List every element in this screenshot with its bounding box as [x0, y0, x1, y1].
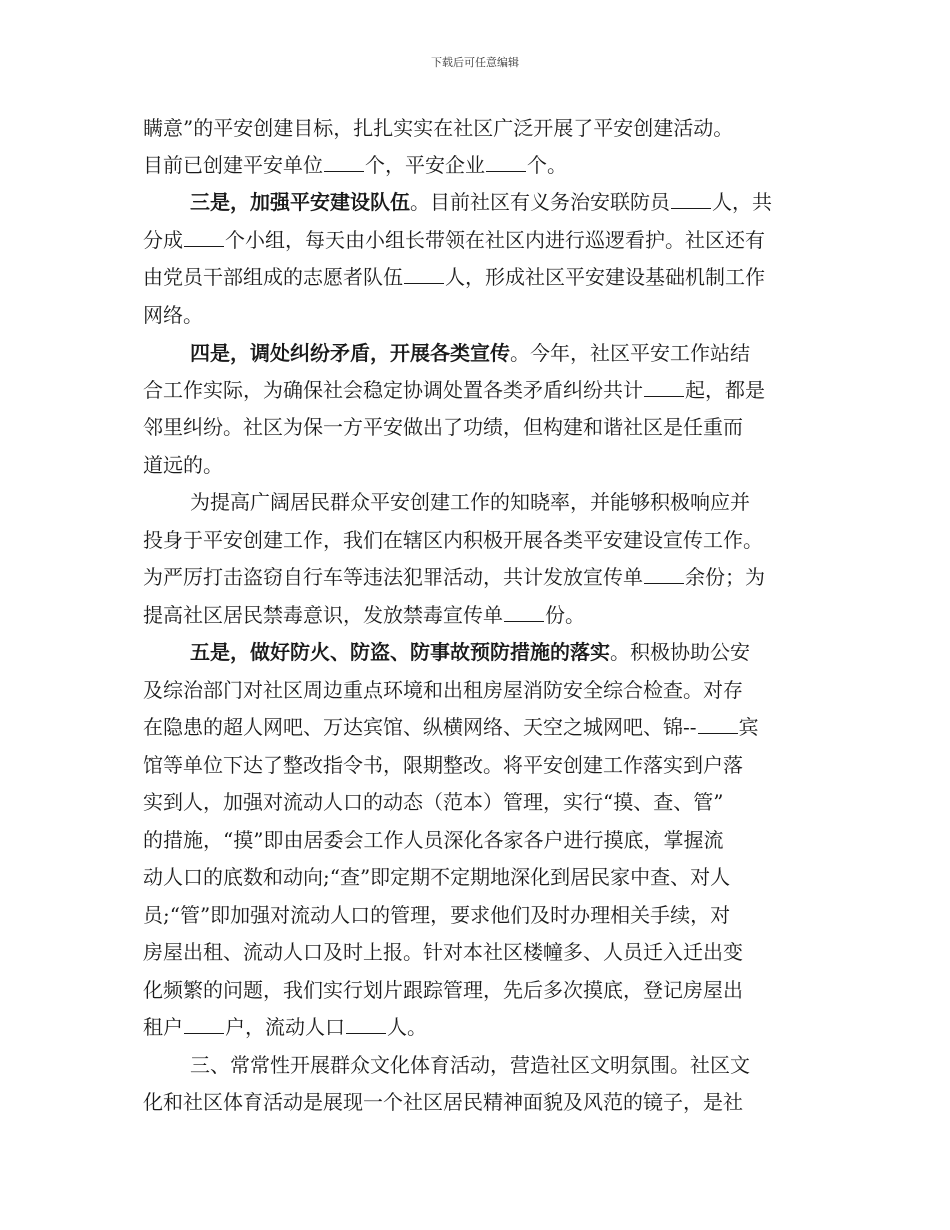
fill-blank — [184, 1015, 224, 1034]
text-line: 分成 个小组，每天由小组长带领在社区内进行巡逻看护。社区还有 — [143, 228, 765, 252]
text-line: 房屋出租、流动人口及时上报。针对本社区楼幢多、人员迁入迁出变 — [143, 940, 743, 964]
text-line: 合工作实际，为确保社会稳定协调处置各类矛盾纠纷共计 起，都是 — [143, 378, 765, 402]
text-line: 由党员干部组成的志愿者队伍 人，形成社区平安建设基础机制工作 — [143, 265, 765, 289]
fill-blank — [404, 265, 444, 284]
text-line: 瞒意”的平安创建目标，扎扎实实在社区广泛开展了平安创建活动。 — [143, 116, 734, 140]
fill-blank — [504, 603, 544, 622]
text-line: 租户 户，流动人口 人。 — [143, 1015, 427, 1039]
text-line: 邻里纠纷。社区为保一方平安做出了功绩，但构建和谐社区是任重而 — [143, 415, 743, 439]
fill-blank — [671, 190, 711, 209]
fill-blank — [184, 228, 224, 247]
text-line: 网络。 — [143, 303, 203, 327]
text-line: 目前已创建平安单位 个，平安企业 个。 — [143, 153, 567, 177]
fill-blank — [486, 153, 526, 172]
fill-blank — [644, 565, 684, 584]
text-line: 员;“管”即加强对流动人口的管理，要求他们及时办理相关手续，对 — [143, 903, 731, 927]
text-line: 的措施，“摸”即由居委会工作人员深化各家各户进行摸底，掌握流 — [143, 828, 724, 852]
text-line: 五是，做好防火、防盗、防事故预防措施的落实。积极协助公安 — [190, 640, 750, 664]
text-line: 馆等单位下达了整改指令书，限期整改。将平安创建工作落实到户落 — [143, 753, 743, 777]
text-line: 为提高广阔居民群众平安创建工作的知晓率，并能够积极响应并 — [190, 490, 750, 514]
fill-blank — [324, 153, 364, 172]
section-heading: 三是，加强平安建设队伍 — [190, 190, 410, 214]
text-line: 在隐患的超人网吧、万达宾馆、纵横网络、天空之城网吧、锦-- 宾 — [143, 715, 759, 739]
text-line: 化和社区体育活动是展现一个社区居民精神面貌及风范的镜子，是社 — [143, 1090, 743, 1114]
text-line: 化频繁的问题，我们实行划片跟踪管理，先后多次摸底，登记房屋出 — [143, 978, 743, 1002]
text-line: 实到人，加强对流动人口的动态（范本）管理，实行“摸、查、管” — [143, 790, 724, 814]
text-line: 及综治部门对社区周边重点环境和出租房屋消防安全综合检查。对存 — [143, 678, 743, 702]
text-line: 道远的。 — [143, 453, 223, 477]
fill-blank — [698, 715, 738, 734]
text-line: 三、常常性开展群众文化体育活动，营造社区文明氛围。社区文 — [190, 1053, 750, 1077]
page-header: 下载后可任意编辑 — [431, 56, 519, 69]
text-line: 四是，调处纠纷矛盾，开展各类宣传。今年，社区平安工作站结 — [190, 341, 750, 365]
text-line: 三是，加强平安建设队伍。目前社区有义务治安联防员 人，共 — [190, 190, 772, 214]
text-line: 为严厉打击盗窃自行车等违法犯罪活动，共计发放宣传单 余份；为 — [143, 565, 765, 589]
text-line: 投身于平安创建工作，我们在辖区内积极开展各类平安建设宣传工作。 — [143, 528, 763, 552]
fill-blank — [644, 378, 684, 397]
section-heading: 四是，调处纠纷矛盾，开展各类宣传 — [190, 341, 510, 365]
text-line: 提高社区居民禁毒意识，发放禁毒宣传单 份。 — [143, 603, 585, 627]
section-heading: 五是，做好防火、防盗、防事故预防措施的落实 — [190, 640, 610, 664]
fill-blank — [346, 1015, 386, 1034]
text-line: 动人口的底数和动向;“查”即定期不定期地深化到居民家中查、对人 — [143, 865, 731, 889]
